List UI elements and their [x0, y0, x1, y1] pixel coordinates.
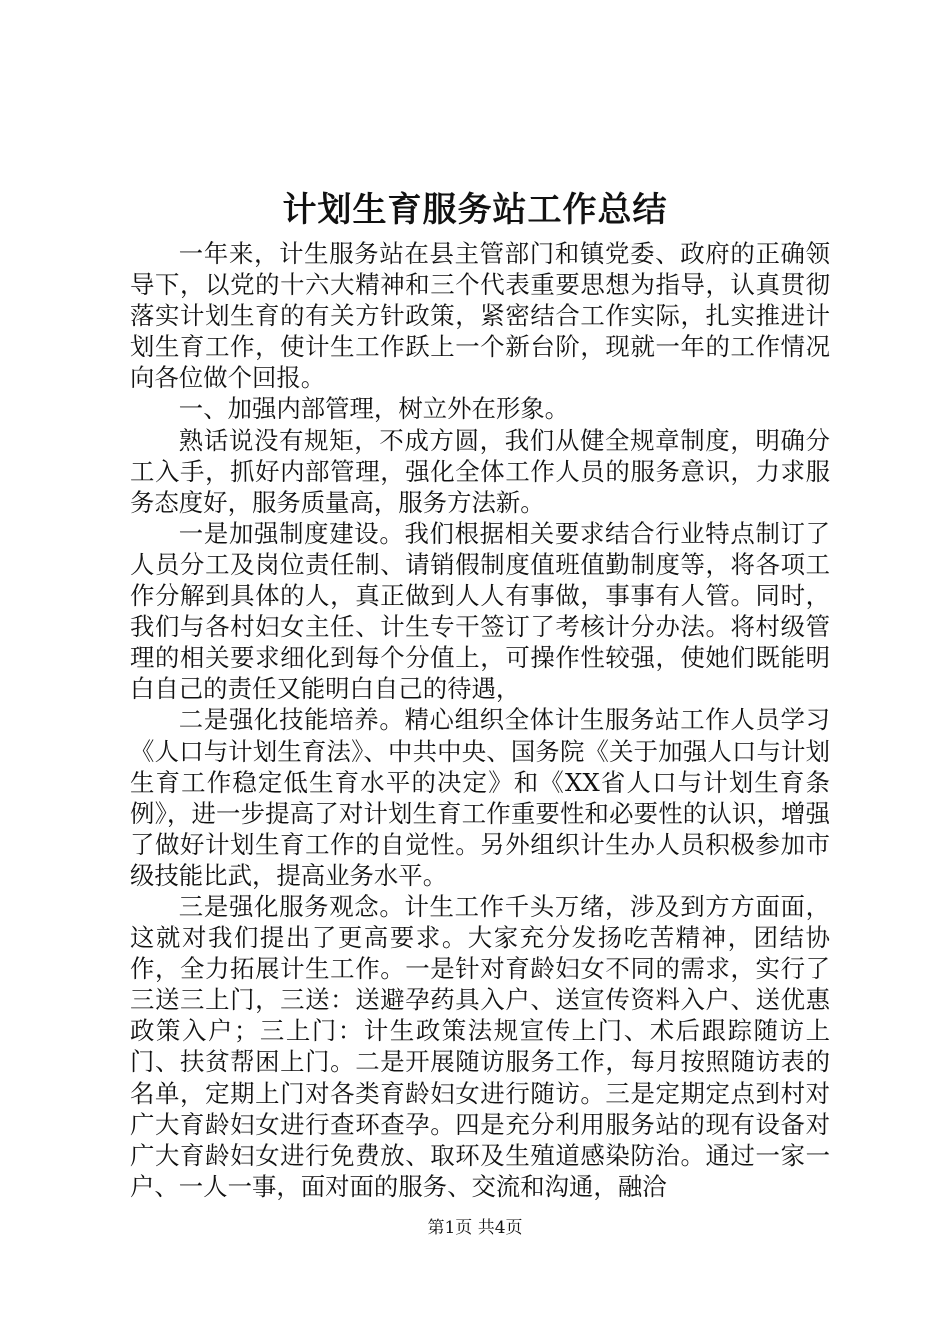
paragraph-system-building: 一是加强制度建设。我们根据相关要求结合行业特点制订了人员分工及岗位责任制、请销假制度值班值勤制度等，将各项工作分解到具体的人，真正做到人人有事做，事事有人管。同时，我们与各村妇女主任、计生专干签订了考核计分办法。将村级管理的相关要求细化到每个分值上，可操作性较强，使她们既能明白自己的责任又能明白自己的待遇，: [130, 518, 830, 704]
paragraph-rules: 熟话说没有规矩，不成方圆，我们从健全规章制度，明确分工入手，抓好内部管理，强化全体工作人员的服务意识，力求服务态度好，服务质量高，服务方法新。: [130, 425, 830, 517]
paragraph-intro: 一年来，计生服务站在县主管部门和镇党委、政府的正确领导下，以党的十六大精神和三个代表重要思想为指导，认真贯彻落实计划生育的有关方针政策，紧密结合工作实际，扎实推进计划生育工作，使计生工作跃上一个新台阶，现就一年的工作情况向各位做个回报。: [130, 239, 830, 393]
paragraph-skill-training: 二是强化技能培养。精心组织全体计生服务站工作人员学习《人口与计划生育法》、中共中央、国务院《关于加强人口与计划生育工作稳定低生育水平的决定》和《XX省人口与计划生育条例》，进一步提高了对计划生育工作重要性和必要性的认识，增强了做好计划生育工作的自觉性。另外组织计生办人员积极参加市级技能比武，提高业务水平。: [130, 705, 830, 890]
document-title: 计划生育服务站工作总结: [282, 190, 668, 230]
document-body: [130, 238, 830, 1202]
section-heading-1: 一、加强内部管理，树立外在形象。: [178, 394, 570, 424]
paragraph-service-concept: 三是强化服务观念。计生工作千头万绪，涉及到方方面面，这就对我们提出了更高要求。大家充分发扬吃苦精神，团结协作，全力拓展计生工作。一是针对育龄妇女不同的需求，实行了三送三上门，三送：送避孕药具入户、送宣传资料入户、送优惠政策入户；三上门：计生政策法规宣传上门、术后跟踪随访上门、扶贫帮困上门。二是开展随访服务工作，每月按照随访表的名单，定期上门对各类育龄妇女进行随访。三是定期定点到村对广大育龄妇女进行查环查孕。四是充分利用服务站的现有设备对广大育龄妇女进行免费放、取环及生殖道感染防治。通过一家一户、一人一事，面对面的服务、交流和沟通，融洽: [130, 891, 830, 1201]
page-number-footer: 第1页 共4页: [427, 1218, 523, 1238]
